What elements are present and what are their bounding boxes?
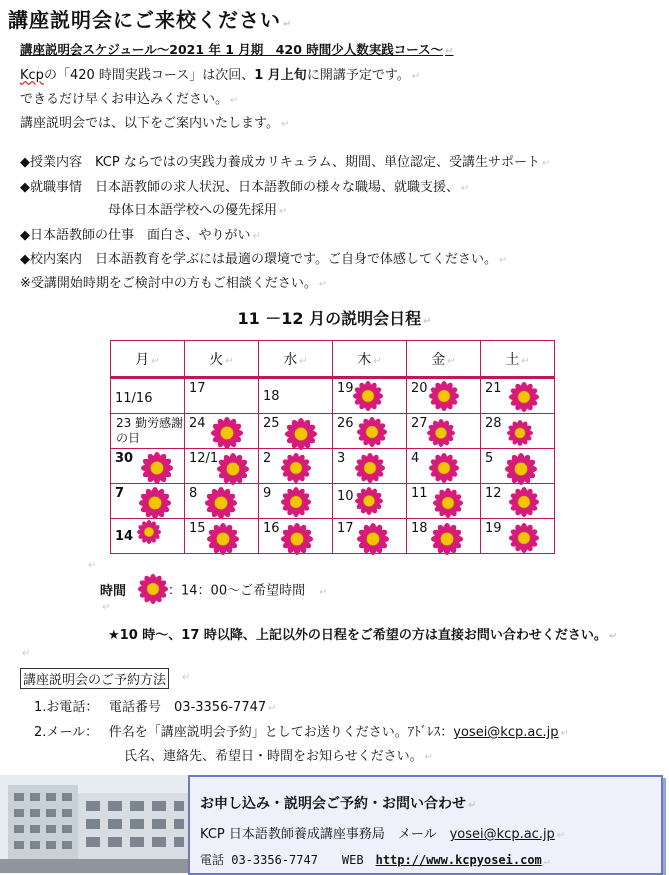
weekday-header: 金 ↵ — [407, 341, 481, 378]
day-cell — [259, 414, 333, 449]
contact-office: KCP 日本語教師養成講座事務局 メール yosei@kcp.ac.jp ↵ — [200, 827, 566, 842]
day-cell — [407, 449, 481, 484]
calendar-week-row — [111, 484, 555, 519]
calendar-week-row — [111, 378, 555, 414]
day-number: 3 — [337, 451, 346, 466]
return-arrow-icon: ↵ — [560, 728, 569, 739]
day-number: 10 — [337, 489, 354, 504]
return-arrow-icon: ↵ — [445, 46, 454, 57]
day-cell — [407, 414, 481, 449]
flower-icon — [433, 488, 463, 522]
time-value: ：14：00〜ご希望時間 — [168, 583, 306, 599]
contact-box — [188, 775, 663, 875]
intro-line-3: 講座説明会では、以下をご案内いたします。 ↵ — [20, 116, 290, 131]
flower-icon — [429, 381, 459, 415]
day-number: 26 — [337, 416, 354, 431]
website-link[interactable]: http://www.kcpyosei.com — [375, 853, 542, 867]
weekday-header: 水 ↵ — [259, 341, 333, 378]
weekday-header: 土 ↵ — [481, 341, 555, 378]
day-cell — [333, 449, 407, 484]
flower-icon — [431, 523, 463, 559]
flower-icon — [427, 419, 455, 451]
day-cell — [259, 378, 333, 414]
bullet-teacher-work: ◆日本語教師の仕事 面白さ、やりがい ↵ — [20, 228, 261, 243]
flower-icon — [353, 381, 383, 415]
consult-note: ※受講開始時期をご検討中の方もご相談ください。 ↵ — [20, 276, 328, 291]
flower-icon — [207, 523, 239, 559]
return-arrow-icon: ↵ — [608, 631, 618, 642]
email-link[interactable]: yosei@kcp.ac.jp — [453, 725, 559, 740]
return-arrow-icon: ↵ — [373, 355, 382, 367]
day-number: 19 — [337, 381, 354, 396]
day-cell — [333, 378, 407, 414]
day-number: 25 — [263, 416, 280, 431]
day-cell — [481, 449, 555, 484]
day-number: 2 — [263, 451, 272, 466]
contact-heading: お申し込み・説明会ご予約・お問い合わせ ↵ — [200, 796, 477, 812]
calendar-week-row — [111, 519, 555, 554]
reservation-mail: 2.メール： 件名を「講座説明会予約」としてお送りください。ｱﾄﾞﾚｽ：yosei@kcp.ac.jp ↵ — [34, 725, 569, 740]
day-number: 8 — [189, 486, 198, 501]
day-cell — [407, 519, 481, 554]
day-number: 30 — [115, 451, 134, 466]
day-number: 7 — [115, 486, 125, 501]
day-cell — [481, 484, 555, 519]
day-cell — [333, 414, 407, 449]
day-number: 16 — [263, 521, 280, 536]
building-illustration — [0, 775, 193, 873]
flower-icon — [138, 574, 168, 604]
return-arrow-icon: ↵ — [468, 800, 477, 811]
calendar-week-row — [111, 414, 555, 449]
return-arrow-icon: ↵ — [498, 255, 508, 266]
return-arrow-icon: ↵ — [556, 830, 566, 841]
return-arrow-icon: ↵ — [411, 71, 421, 82]
day-number: 21 — [485, 381, 502, 396]
bullet-campus: ◆校内案内 日本語教育を学ぶには最適の環境です。ご自身で体感してください。 ↵ — [20, 252, 508, 267]
day-cell — [111, 414, 185, 449]
return-arrow-icon: ↵ — [461, 183, 470, 194]
reservation-phone: 1.お電話： 電話番号 03-3356-7747 ↵ — [34, 700, 277, 715]
flower-icon — [357, 417, 387, 451]
return-arrow-icon: ↵ — [283, 19, 293, 30]
return-arrow-icon: ↵ — [423, 316, 432, 327]
flower-icon — [281, 523, 313, 559]
contact-email-link[interactable]: yosei@kcp.ac.jp — [449, 827, 555, 842]
day-number: 5 — [485, 451, 494, 466]
day-number: 17 — [337, 521, 354, 536]
day-cell — [259, 449, 333, 484]
day-number: 11 — [411, 486, 428, 501]
return-arrow-icon: ↵ — [542, 158, 551, 169]
reservation-mail-details: 氏名、連絡先、希望日・時間をお知らせください。 ↵ — [124, 749, 434, 764]
day-cell — [333, 484, 407, 519]
flower-icon — [281, 453, 311, 487]
day-number: 27 — [411, 416, 428, 431]
return-arrow-icon: ↵ — [299, 355, 308, 367]
return-arrow-icon: ↵ — [279, 206, 288, 217]
flower-icon — [509, 523, 539, 557]
return-arrow-icon: ↵ — [319, 586, 328, 598]
day-number: 19 — [485, 521, 502, 536]
return-arrow-icon: ↵ — [88, 560, 97, 571]
calendar-week-row — [111, 449, 555, 484]
weekday-header: 月 ↵ — [111, 341, 185, 378]
day-cell — [185, 378, 259, 414]
calendar-title: 11 －12 月の説明会日程 ↵ — [237, 309, 432, 328]
return-arrow-icon: ↵ — [447, 355, 456, 367]
flower-icon — [429, 453, 459, 487]
return-arrow-icon: ↵ — [280, 119, 290, 130]
day-cell — [481, 378, 555, 414]
flower-icon — [507, 420, 533, 450]
time-label: 時間 — [100, 583, 127, 599]
holiday-label: 23 勤労感謝の日 — [116, 416, 184, 445]
day-number: 28 — [485, 416, 502, 431]
return-arrow-icon: ↵ — [424, 752, 434, 763]
weekday-header: 木 ↵ — [333, 341, 407, 378]
day-number: 12 — [485, 486, 502, 501]
day-cell — [407, 484, 481, 519]
day-cell — [111, 484, 185, 519]
flower-icon — [281, 487, 311, 521]
return-arrow-icon: ↵ — [318, 279, 328, 290]
day-cell — [333, 519, 407, 554]
return-arrow-icon: ↵ — [182, 672, 191, 683]
bullet-jobs: ◆就職事情 日本語教師の求人状況、日本語教師の様々な職場、就職支援、 ↵ — [20, 180, 470, 195]
day-number: 12/1 — [189, 451, 219, 466]
time-info — [100, 576, 328, 606]
intro-line-1: Kcpの「420 時間実践コース」は次回、1 月上旬に開講予定です。 ↵ — [20, 68, 421, 83]
return-arrow-icon: ↵ — [543, 856, 550, 867]
day-cell — [185, 484, 259, 519]
intro-line-2: できるだけ早くお申込みください。 ↵ — [20, 92, 239, 107]
day-cell — [259, 519, 333, 554]
bullet-classes: ◆授業内容 KCP ならではの実践力養成カリキュラム、期間、単位認定、受講生サポート ↵ — [20, 155, 551, 170]
school-building-photo — [0, 775, 193, 873]
return-arrow-icon: ↵ — [225, 355, 234, 367]
return-arrow-icon: ↵ — [252, 231, 261, 242]
flower-icon — [137, 520, 161, 548]
flower-icon — [509, 382, 539, 416]
day-number: 14 — [115, 529, 134, 544]
day-number: 17 — [189, 381, 206, 396]
return-arrow-icon: ↵ — [151, 355, 160, 367]
day-cell — [111, 378, 185, 414]
calendar-header-row — [111, 341, 555, 378]
day-cell — [111, 449, 185, 484]
day-cell — [481, 414, 555, 449]
day-number: 24 — [189, 416, 206, 431]
flower-icon — [355, 453, 385, 487]
day-number: 18 — [263, 389, 280, 404]
day-number: 9 — [263, 486, 272, 501]
day-cell — [407, 378, 481, 414]
day-cell — [111, 519, 185, 554]
flower-icon — [357, 523, 389, 559]
schedule-heading: 講座説明会スケジュール〜2021 年 1 月期 420 時間少人数実践コース〜 ↵ — [20, 42, 454, 57]
day-cell — [185, 519, 259, 554]
day-number: 18 — [411, 521, 428, 536]
day-cell — [259, 484, 333, 519]
day-cell — [185, 414, 259, 449]
flower-icon — [509, 487, 539, 521]
reservation-heading: 講座説明会のご予約方法 — [20, 668, 169, 689]
contact-tel-web: 電話 03-3356-7747 WEB http://www.kcpyosei.com ↵ — [200, 853, 550, 867]
return-arrow-icon: ↵ — [268, 703, 277, 714]
other-times-note: ★10 時〜、17 時以降、上記以外の日程をご希望の方は直接お問い合わせください。 ↵ — [108, 628, 618, 643]
day-number: 15 — [189, 521, 206, 536]
session-calendar — [110, 340, 555, 554]
day-number: 4 — [411, 451, 420, 466]
day-cell — [481, 519, 555, 554]
return-arrow-icon: ↵ — [102, 602, 111, 613]
day-number: 11/16 — [115, 391, 153, 406]
flower-icon — [355, 487, 383, 519]
day-cell — [185, 449, 259, 484]
bullet-jobs-continued: 母体日本語学校への優先採用 ↵ — [108, 203, 288, 218]
return-arrow-icon: ↵ — [521, 355, 530, 367]
return-arrow-icon: ↵ — [22, 648, 31, 659]
return-arrow-icon: ↵ — [230, 95, 239, 106]
day-number: 20 — [411, 381, 428, 396]
weekday-header: 火 ↵ — [185, 341, 259, 378]
page-title: 講座説明会にご来校ください ↵ — [8, 8, 293, 32]
